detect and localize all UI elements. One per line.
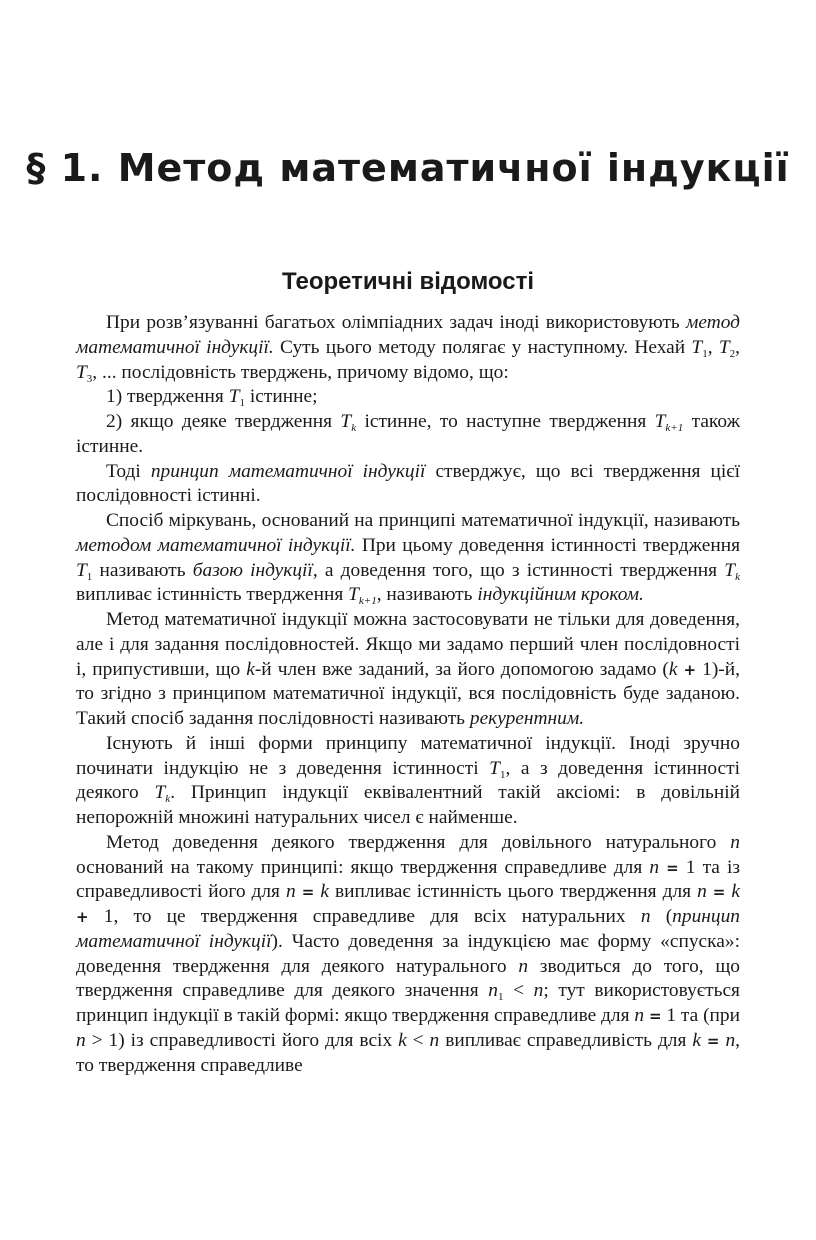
list-item-1: 1) твердження $T_1$ істинне;	[106, 386, 318, 410]
body-text	[76, 311, 740, 1078]
paragraph-intro: При розв’язуванні багатьох олімпіадних задач іноді використовують метод математичної індукції. Суть цього методу полягає у наступному. Нехай $T_1$, $T_2$, $T_3$, ... послідовність тверджень, причому відомо, що:	[76, 312, 740, 385]
chapter-title: § 1. Метод математичної індукції	[26, 146, 790, 190]
section-title: Теоретичні відомості	[282, 268, 534, 295]
list-item-2: 2) якщо деяке твердження $T_k$ істинне, то наступне твердження $T_{k+1}$ також істинне.	[76, 411, 740, 457]
paragraph-recurrent: Метод математичної індукції можна застосовувати не тільки для доведення, але і для задання послідовностей. Якщо ми задамо перший член послідовності і, припустивши, що k-й член вже заданий, за його допомогою задамо (k + 1)-й, то згідно з принципом математичної індукції, вся послідовність буде заданою. Такий спосіб задання послідовності називають рекурентним.	[76, 609, 740, 729]
paragraph-principle: Тоді принцип математичної індукції стверджує, що всі твердження цієї послідовності істинні.	[76, 460, 740, 507]
paragraph-other-forms: Існують й інші форми принципу математичної індукції. Іноді зручно починати індукцію не з доведення істинності $T_1$, а з доведення істинності деякого $T_k$. Принцип індукції еквівалентний такій аксіомі: в довільній непорожній множині натуральних чисел є найменше.	[76, 732, 740, 828]
paragraph-method: Спосіб міркувань, оснований на принципі математичної індукції, називають методом математичної індукції. При цьому доведення істинності твердження $T_1$ називають базою індукції, а доведення того, що з істинності твердження $T_k$ випливає істинність твердження $T_{k+1}$, називають індукційним кроком.	[76, 510, 741, 608]
paragraph-descent: Метод доведення деякого твердження для довільного натурального n оснований на такому принципі: якщо твердження справедливе для n = 1 та із справедливості його для n = k випливає істинність цього твердження для n = k + 1, то це твердження справедливе для всіх натуральних n (принцип математичної індукції). Часто доведення за індукцією має форму «спуска»: доведення твердження для деякого натурального n зводиться до того, що твердження справедливе для деякого значення $n_1 < n$; тут використовується принцип індукції в такій формі: якщо твердження справедливе для n = 1 та (при n > 1) із справедливості його для всіх k < n випливає справедливість для k = n, то твердження справедливе	[76, 831, 741, 1076]
